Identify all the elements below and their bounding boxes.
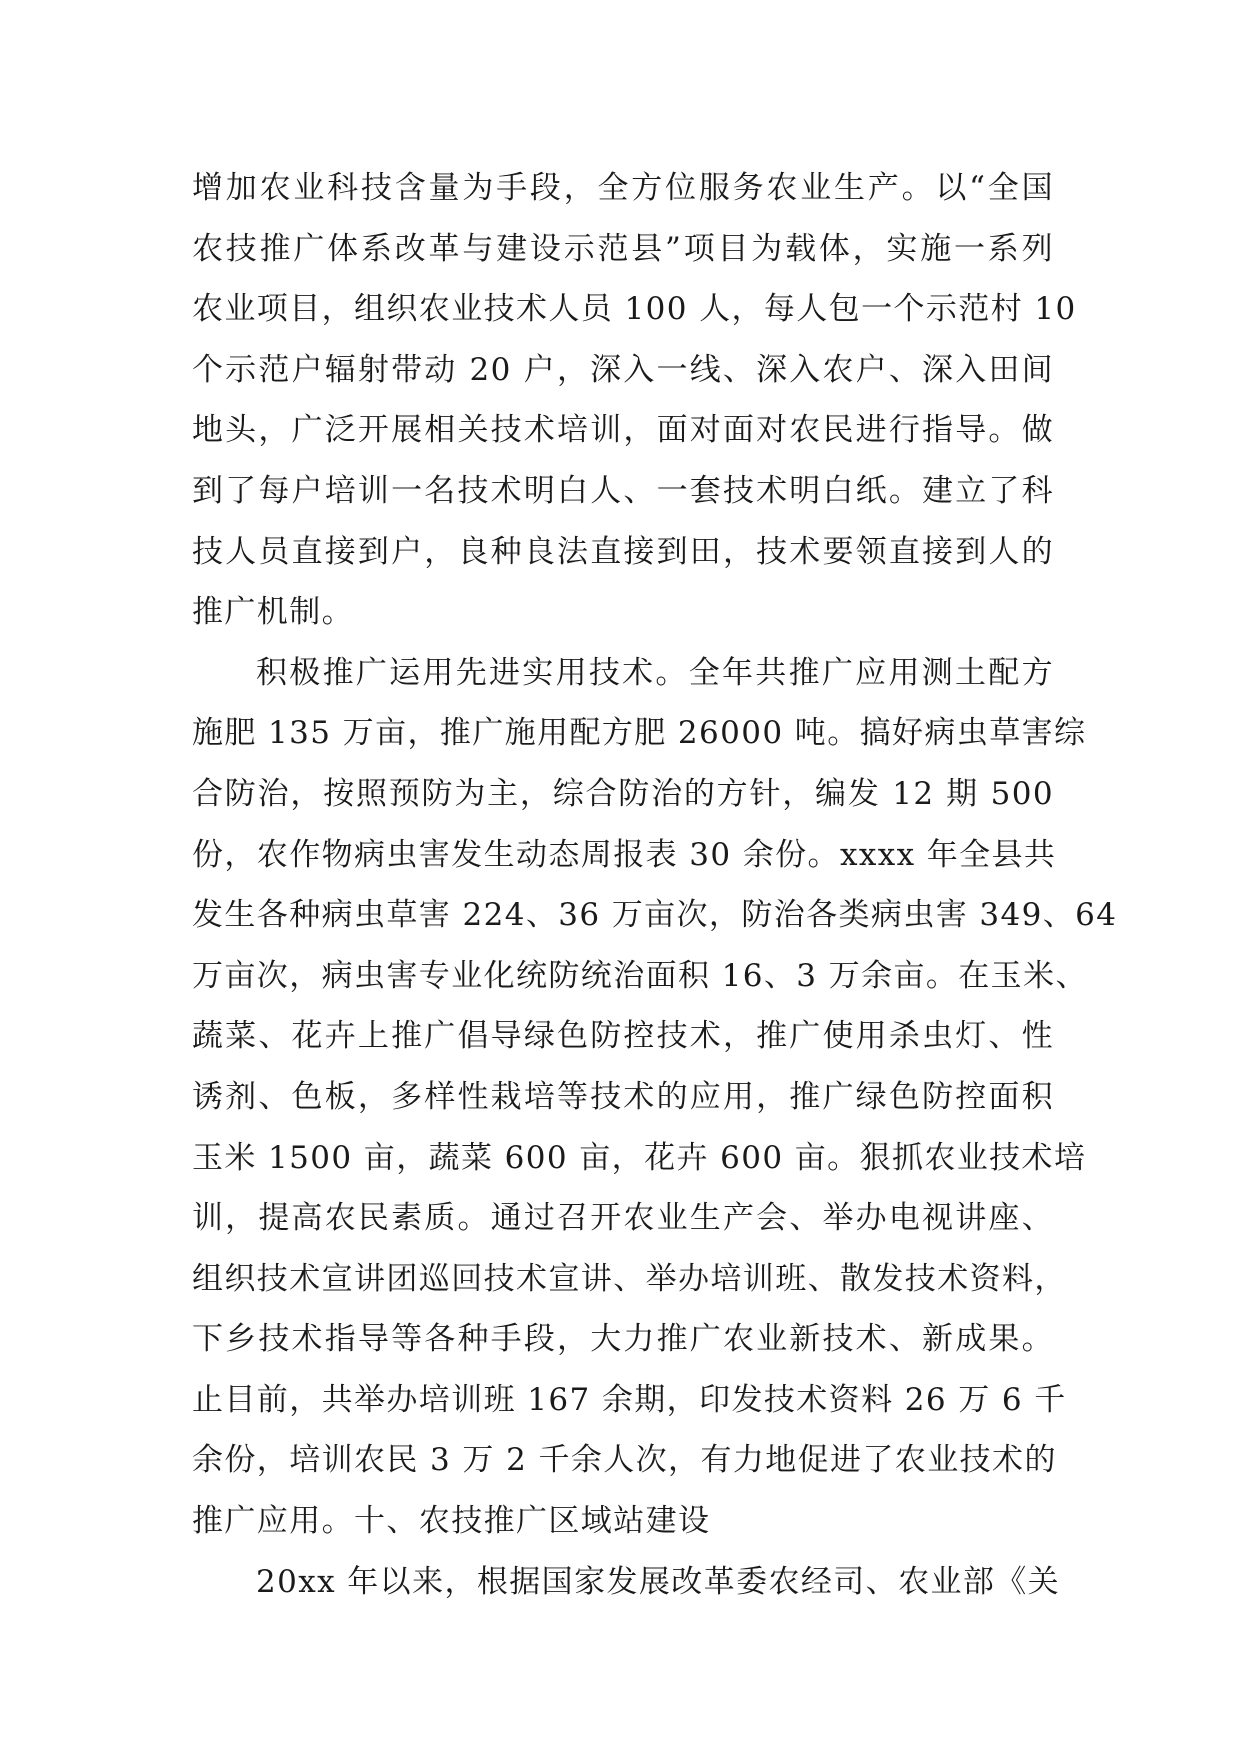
paragraph-2 — [192, 643, 1118, 1552]
text-line: 组织技术宣讲团巡回技术宣讲、举办培训班、散发技术资料， — [192, 1260, 1067, 1297]
text-line: 地头，广泛开展相关技术培训，面对面对农民进行指导。做 — [192, 412, 1054, 449]
text-line: 农业项目，组织农业技术人员 100 人，每人包一个示范村 10 — [192, 291, 1077, 328]
text-line: 合防治，按照预防为主，综合防治的方针，编发 12 期 500 — [192, 775, 1054, 812]
text-line: 技人员直接到户，良种良法直接到田，技术要领直接到人的 — [192, 533, 1054, 570]
text-line: 发生各种病虫草害 224、36 万亩次，防治各类病虫害 349、64 — [192, 897, 1118, 934]
text-line: 下乡技术指导等各种手段，大力推广农业新技术、新成果。 — [192, 1321, 1054, 1358]
text-line: 玉米 1500 亩，蔬菜 600 亩，花卉 600 亩。狠抓农业技术培 — [192, 1139, 1087, 1176]
text-line: 积极推广运用先进实用技术。全年共推广应用测土配方 — [256, 654, 1054, 691]
text-line: 20xx 年以来，根据国家发展改革委农经司、农业部《关 — [256, 1563, 1061, 1600]
text-line: 推广机制。 — [192, 594, 354, 631]
text-line: 份，农作物病虫害发生动态周报表 30 余份。xxxx 年全县共 — [192, 836, 1057, 873]
text-line: 个示范户辐射带动 20 户，深入一线、深入农户、深入田间 — [192, 351, 1054, 388]
text-line: 施肥 135 万亩，推广施用配方肥 26000 吨。搞好病虫草害综 — [192, 715, 1087, 752]
text-line: 增加农业科技含量为手段，全方位服务农业生产。以“全国 — [192, 170, 1054, 206]
text-line: 蔬菜、花卉上推广倡导绿色防控技术，推广使用杀虫灯、性 — [192, 1018, 1054, 1055]
text-line: 止目前，共举办培训班 167 余期，印发技术资料 26 万 6 千 — [192, 1381, 1067, 1418]
text-line: 农技推广体系改革与建设示范县”项目为载体，实施一系列 — [192, 230, 1054, 267]
text-line: 到了每户培训一名技术明白人、一套技术明白纸。建立了科 — [192, 472, 1054, 509]
text-line: 诱剂、色板，多样性栽培等技术的应用，推广绿色防控面积 — [192, 1078, 1054, 1115]
text-line: 推广应用。十、农技推广区域站建设 — [192, 1503, 711, 1540]
text-line: 余份，培训农民 3 万 2 千余人次，有力地促进了农业技术的 — [192, 1442, 1057, 1479]
document-body — [192, 158, 1118, 1612]
text-line: 万亩次，病虫害专业化统防统治面积 16、3 万余亩。在玉米、 — [192, 957, 1088, 994]
paragraph-3 — [192, 1552, 1061, 1613]
paragraph-1 — [192, 158, 1077, 643]
text-line: 训，提高农民素质。通过召开农业生产会、举办电视讲座、 — [192, 1200, 1054, 1237]
